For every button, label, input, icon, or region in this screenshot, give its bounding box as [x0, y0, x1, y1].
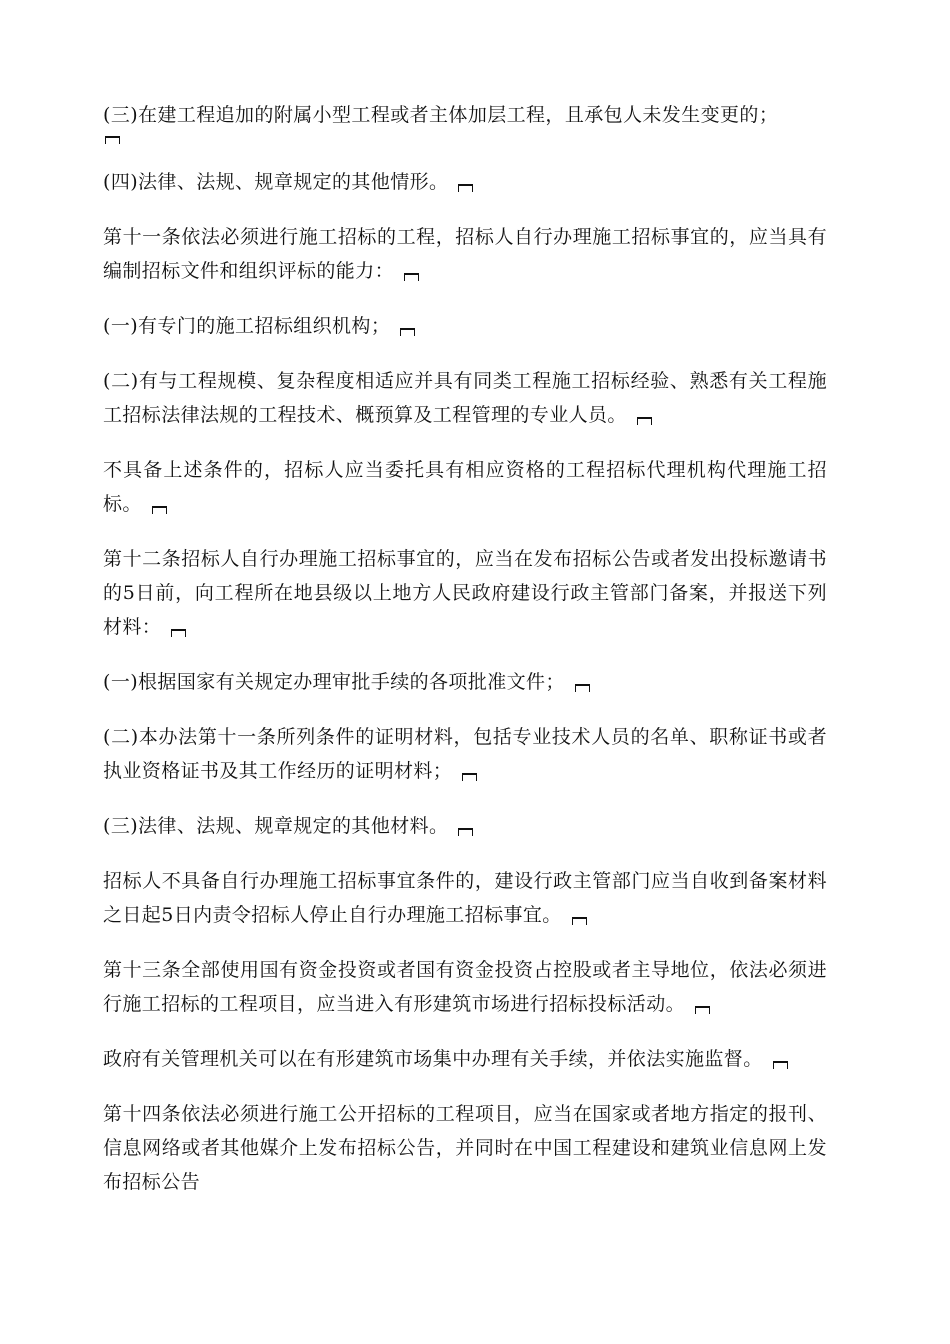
paragraph-text: (二)本办法第十一条所列条件的证明材料，包括专业技术人员的名单、职称证书或者执业资格证书及其工作经历的证明材料；: [103, 726, 827, 782]
paragraph-text: (一)有专门的施工招标组织机构；: [103, 315, 391, 337]
paragraph-text: 第十三条全部使用国有资金投资或者国有资金投资占控股或者主导地位，依法必须进行施工招标的工程项目，应当进入有形建筑市场进行招标投标活动。: [103, 959, 827, 1015]
document-body: [103, 98, 827, 1220]
paragraph-12: [103, 953, 827, 1021]
paragraph-text: 政府有关管理机关可以在有形建筑市场集中办理有关手续，并依法实施监督。: [103, 1048, 763, 1070]
paragraph-text: (四)法律、法规、规章规定的其他情形。: [103, 171, 449, 193]
paragraph-3: [103, 220, 827, 288]
paragraph-mark-icon: [572, 917, 587, 925]
paragraph-text: (一)根据国家有关规定办理审批手续的各项批准文件；: [103, 671, 565, 693]
paragraph-mark-icon: [575, 684, 590, 692]
paragraph-mark-icon: [458, 828, 473, 836]
paragraph-11: [103, 864, 827, 932]
paragraph-text: (三)法律、法规、规章规定的其他材料。: [103, 815, 449, 837]
paragraph-mark-icon: [773, 1061, 788, 1069]
paragraph-9: [103, 720, 827, 788]
paragraph-2: [103, 165, 827, 199]
paragraph-4: [103, 309, 827, 343]
paragraph-10: [103, 809, 827, 843]
paragraph-text: 第十二条招标人自行办理施工招标事宜的，应当在发布招标公告或者发出投标邀请书的5日前，向工程所在地县级以上地方人民政府建设行政主管部门备案，并报送下列材料：: [103, 548, 827, 638]
paragraph-6: [103, 453, 827, 521]
paragraph-text: (三)在建工程追加的附属小型工程或者主体加层工程，且承包人未发生变更的；: [103, 104, 779, 126]
paragraph-8: [103, 665, 827, 699]
paragraph-text: 招标人不具备自行办理施工招标事宜条件的，建设行政主管部门应当自收到备案材料之日起5日内责令招标人停止自行办理施工招标事宜。: [103, 870, 827, 926]
paragraph-mark-icon: [171, 629, 186, 637]
paragraph-mark-icon: [458, 184, 473, 192]
paragraph-text: 不具备上述条件的，招标人应当委托具有相应资格的工程招标代理机构代理施工招标。: [103, 459, 827, 515]
paragraph-5: [103, 364, 827, 432]
paragraph-mark-icon: [637, 417, 652, 425]
paragraph-mark-icon: [152, 506, 167, 514]
paragraph-7: [103, 542, 827, 644]
paragraph-mark-icon: [695, 1006, 710, 1014]
paragraph-text: 第十四条依法必须进行施工公开招标的工程项目，应当在国家或者地方指定的报刊、信息网络或者其他媒介上发布招标公告，并同时在中国工程建设和建筑业信息网上发布招标公告: [103, 1103, 827, 1193]
paragraph-mark-icon: [462, 773, 477, 781]
paragraph-13: [103, 1042, 827, 1076]
paragraph-mark-icon: [404, 273, 419, 281]
paragraph-text: (二)有与工程规模、复杂程度相适应并具有同类工程施工招标经验、熟悉有关工程施工招标法律法规的工程技术、概预算及工程管理的专业人员。: [103, 370, 827, 426]
paragraph-14: [103, 1097, 827, 1199]
paragraph-mark-icon: [105, 136, 120, 144]
paragraph-1: [103, 98, 827, 144]
paragraph-text: 第十一条依法必须进行施工招标的工程，招标人自行办理施工招标事宜的，应当具有编制招标文件和组织评标的能力：: [103, 226, 827, 282]
paragraph-mark-icon: [400, 328, 415, 336]
